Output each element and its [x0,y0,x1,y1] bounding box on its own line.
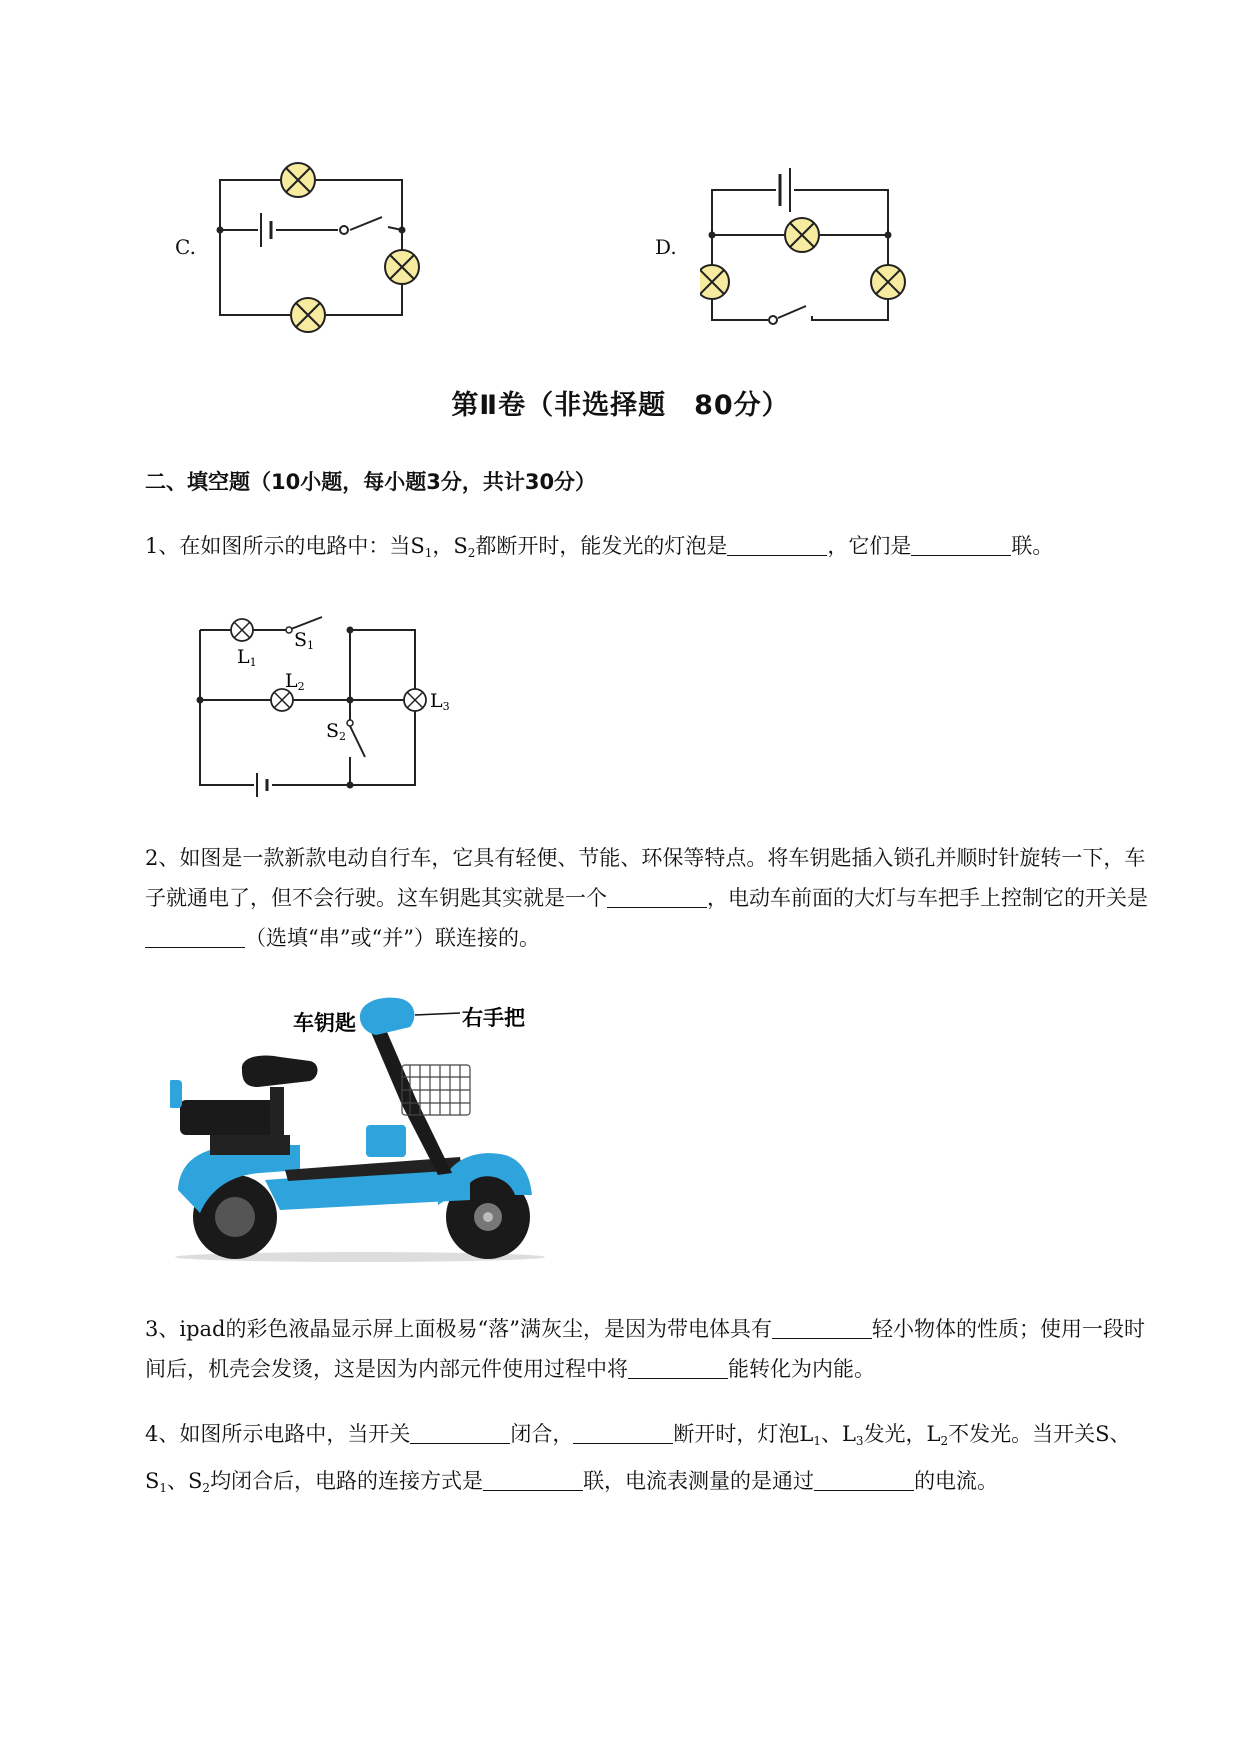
circuit-diagram-d [700,160,910,335]
label-l3: L3 [430,690,450,713]
bulb-icon [291,298,325,332]
answer-blank[interactable] [814,1469,914,1491]
answer-blank[interactable] [628,1357,728,1379]
answer-blank[interactable] [483,1469,583,1491]
answer-blank[interactable] [772,1317,872,1339]
option-d-label: D. [655,235,677,259]
label-car-key: 车钥匙 [293,1010,356,1035]
lamp-l3-icon [404,689,426,711]
label-s2: S2 [326,720,347,743]
lamp-l1-icon [231,619,253,641]
switch-pivot [769,316,777,324]
answer-blank[interactable] [410,1422,510,1444]
seat [242,1056,318,1087]
bulb-icon [871,265,905,299]
switch-pivot [340,226,348,234]
bulb-icon [700,265,729,299]
bulb-icon [385,250,419,284]
circuit-diagram-q1 [190,605,470,805]
answer-blank[interactable] [573,1422,673,1444]
answer-blank[interactable] [727,534,827,556]
label-l1: L1 [237,646,257,669]
option-c-label: C. [175,235,196,259]
circuit-diagram-c [210,155,420,335]
bulb-icon [281,163,315,197]
label-right-handle: 右手把 [462,1005,525,1030]
question-4: 4、如图所示电路中，当开关 闭合， 断开时，灯泡$L_1$、$L_3$发光，$L_2$不发光。当开关S、$S_1$、$S_2$均闭合后，电路的连接方式是 联，电流表测量的是通过 的电流。 [145,1422,1131,1495]
label-s1: S1 [294,629,315,652]
section-title: 第Ⅱ卷（非选择题 80分） [451,390,790,421]
answer-blank[interactable] [607,886,707,908]
label-l2: L2 [285,670,305,693]
part-title: 二、填空题（10小题，每小题3分，共计30分） [145,470,597,494]
answer-blank[interactable] [911,534,1011,556]
question-2: 2、如图是一款新款电动自行车，它具有轻便、节能、环保等特点。将车钥匙插入锁孔并顺时针旋转一下，车子就通电了，但不会行驶。这车钥匙其实就是一个 ，电动车前面的大灯与车把手上控制它的开关是（选填“串”或“并”）联连接的。 [145,846,1148,950]
question-1: 1、在如图所示的电路中：当$S_1$，$S_2$都断开时，能发光的灯泡是 ，它们是 联。 [145,534,1054,560]
lamp-l2-icon [271,689,293,711]
answer-blank[interactable] [145,926,245,948]
question-3: 3、ipad的彩色液晶显示屏上面极易“落”满灰尘，是因为带电体具有 轻小物体的性质；使用一段时间后，机壳会发烫，这是因为内部元件使用过程中将 能转化为内能。 [145,1317,1145,1381]
headlight-cover [360,998,415,1035]
electric-scooter-image [170,995,550,1270]
bulb-icon [785,218,819,252]
